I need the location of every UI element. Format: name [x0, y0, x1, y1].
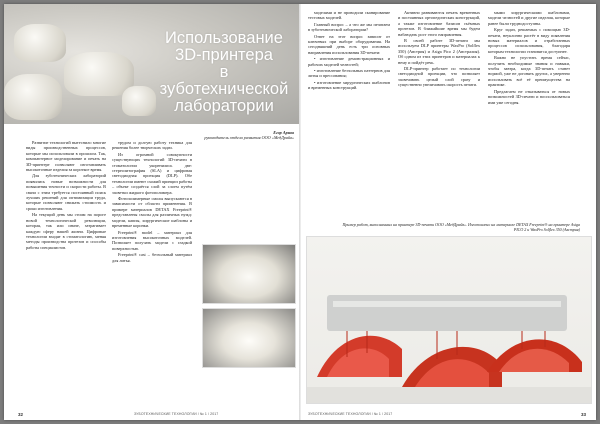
paragraph: моделями и не проводили сканирование тестовых моделей. — [308, 10, 390, 21]
paragraph: Круг задач, решаемых с помощью 3D-печати, неуклонно растёт в виду появления новых материалов и отработанных процессов использования, благодаря которым технологии становятся доступнее. — [488, 27, 570, 54]
dental-arch-photo-2 — [202, 308, 296, 368]
paragraph: Важно не упустить время сейчас, получить необходимые знания и навыки, чтобы завтра, когда 3D-печать станет нормой, уже не догонять других, а уверенно использовать всё её преимущества на практике. — [488, 55, 570, 88]
paragraph: Активно развиваются печать временных и постоянных ортопедических конструкций, а также изготовление базисов съёмных протезов. В ближайшие время мы будем наблюдать рост этого направления. — [398, 10, 480, 37]
right-page — [300, 4, 596, 420]
printed-models-illustration — [307, 237, 591, 403]
text-column-5 — [488, 10, 570, 218]
page-number: 32 — [18, 412, 24, 417]
page-number: 33 — [580, 412, 586, 417]
article-title — [154, 30, 294, 115]
page-footer: ЗУБОТЕХНИЧЕСКИЕ ТЕХНОЛОГИИ / № 1 / 2017 — [134, 412, 219, 416]
paragraph: Freeprint® cast – беззольный материал для литья. — [112, 252, 192, 263]
printed-models-photo — [306, 236, 592, 404]
paragraph: • изготовление хирургических шаблонов и временных конструкций. — [308, 79, 390, 91]
paragraph: Для зуботехнических лабораторий появились новые возможности для повышения точности и скорости работы. В связи с этим требуется постоянный поиск лучших решений для оптимизации труда, которые позволяют снижать стоимость и сроки изготовления. — [26, 173, 106, 211]
dental-model-image — [64, 52, 134, 96]
author-name: Егор Арнов — [273, 130, 294, 135]
paragraph: • изготовление беззольных паттернов для литья и прессования; — [308, 68, 390, 79]
paragraph: Предлагаем не отказываться от новых возможностей 3D-печати и воспользоваться ими уже сегодня. — [488, 88, 570, 105]
paragraph: Freeprint® model – материал для изготовления высокоточных моделей. Позволяет получать модели с гладкой поверхностью. — [112, 229, 192, 251]
paragraph: DLP-принтер работает по технологии светодиодной проекции, что позволяет засвечивать целый слой сразу и существенно увеличивать скорость печати. — [398, 66, 480, 88]
paragraph: трудом и долгую работу техника для решения более творческих задач. — [112, 140, 192, 151]
left-page — [4, 4, 300, 420]
paragraph: Развитие технологий вытеснило многие виды производственных процессов, которые мы использовали в прошлом. Так, компьютерное моделирование и печать на 3D-принтере позволяют изготавливать высокоточные изделия за короткое время. — [26, 140, 106, 173]
text-column-4 — [398, 10, 480, 230]
paragraph: • изготовление демонстрационных и рабочих моделей челюстей; — [308, 56, 390, 67]
paragraph: Фотополимерные смолы выпускаются в зависимости от области применения. В примере материалов DETAX Freeprint® представлены смолы для различных нужд: модели, каппы, хирургические шаблоны и временные коронки. — [112, 196, 192, 229]
byline — [144, 130, 294, 140]
title-line: лаборатории — [174, 97, 274, 115]
dental-arch-photo — [202, 244, 296, 304]
hero-photo — [4, 4, 300, 124]
photo-caption: Пример работ, выполненных на принтере 3D-печати ООО «МедДрайв». Изготовлено на материале DETAX Freeprint® на принтере Asiga PICO 2 и WaxPro Solflex 350 (Австрия) — [342, 222, 580, 232]
dental-model-image — [14, 24, 66, 62]
page-footer: ЗУБОТЕХНИЧЕСКИЕ ТЕХНОЛОГИИ / № 1 / 2017 — [308, 412, 393, 416]
paragraph: На текущий день мы стоим на пороге новой технологической революции, которая, так или иначе, затрагивает каждую сферу нашей жизни. Цифровые технологии входят в стоматологию, меняя методы производства протезов и способы работы специалистов. — [26, 212, 106, 250]
title-line: Использование — [165, 29, 283, 47]
title-line: 3D-принтера — [175, 46, 273, 64]
paragraph: Ответ на этот вопрос зависит от ключевых при выборе оборудования. На сегодняшний день есть три основных направления использования 3D-печати: — [308, 33, 390, 55]
title-line: в зуботехнической — [159, 63, 289, 98]
author-position: руководитель отдела развития ООО «МедДрайв» — [204, 135, 294, 140]
text-column-3 — [308, 10, 390, 230]
text-column-1 — [26, 140, 106, 402]
text-column-2 — [112, 140, 192, 402]
paragraph: В своей работе 3D-печати мы используем DLP принтеры WaxPro (Solflex 350) (Австрия) и Asiga Pico 2 (Австралия). Об одном из этих принтеров и материалах к нему и пойдёт речь. — [398, 38, 480, 65]
dental-model-image — [122, 86, 156, 116]
paragraph: Из огромной совокупности существующих технологий 3D-печати в стоматологии укоренились две: стереолитография (SLA) и цифровая светодиодная проекция (DLP). Обе технологии имеют схожий принцип работы – объект создаётся слой за слоем путём засветки жидкого фотополимера. — [112, 151, 192, 195]
paragraph: Главный вопрос – а что же мы печатаем в зуботехнической лаборатории? — [308, 21, 390, 33]
dental-model-image — [4, 74, 62, 120]
magazine-spread — [4, 4, 596, 420]
paragraph: мыми хирургическими шаблонами, модели челюстей и другие изделия, которые ранее были труднодоступны. — [488, 10, 570, 26]
